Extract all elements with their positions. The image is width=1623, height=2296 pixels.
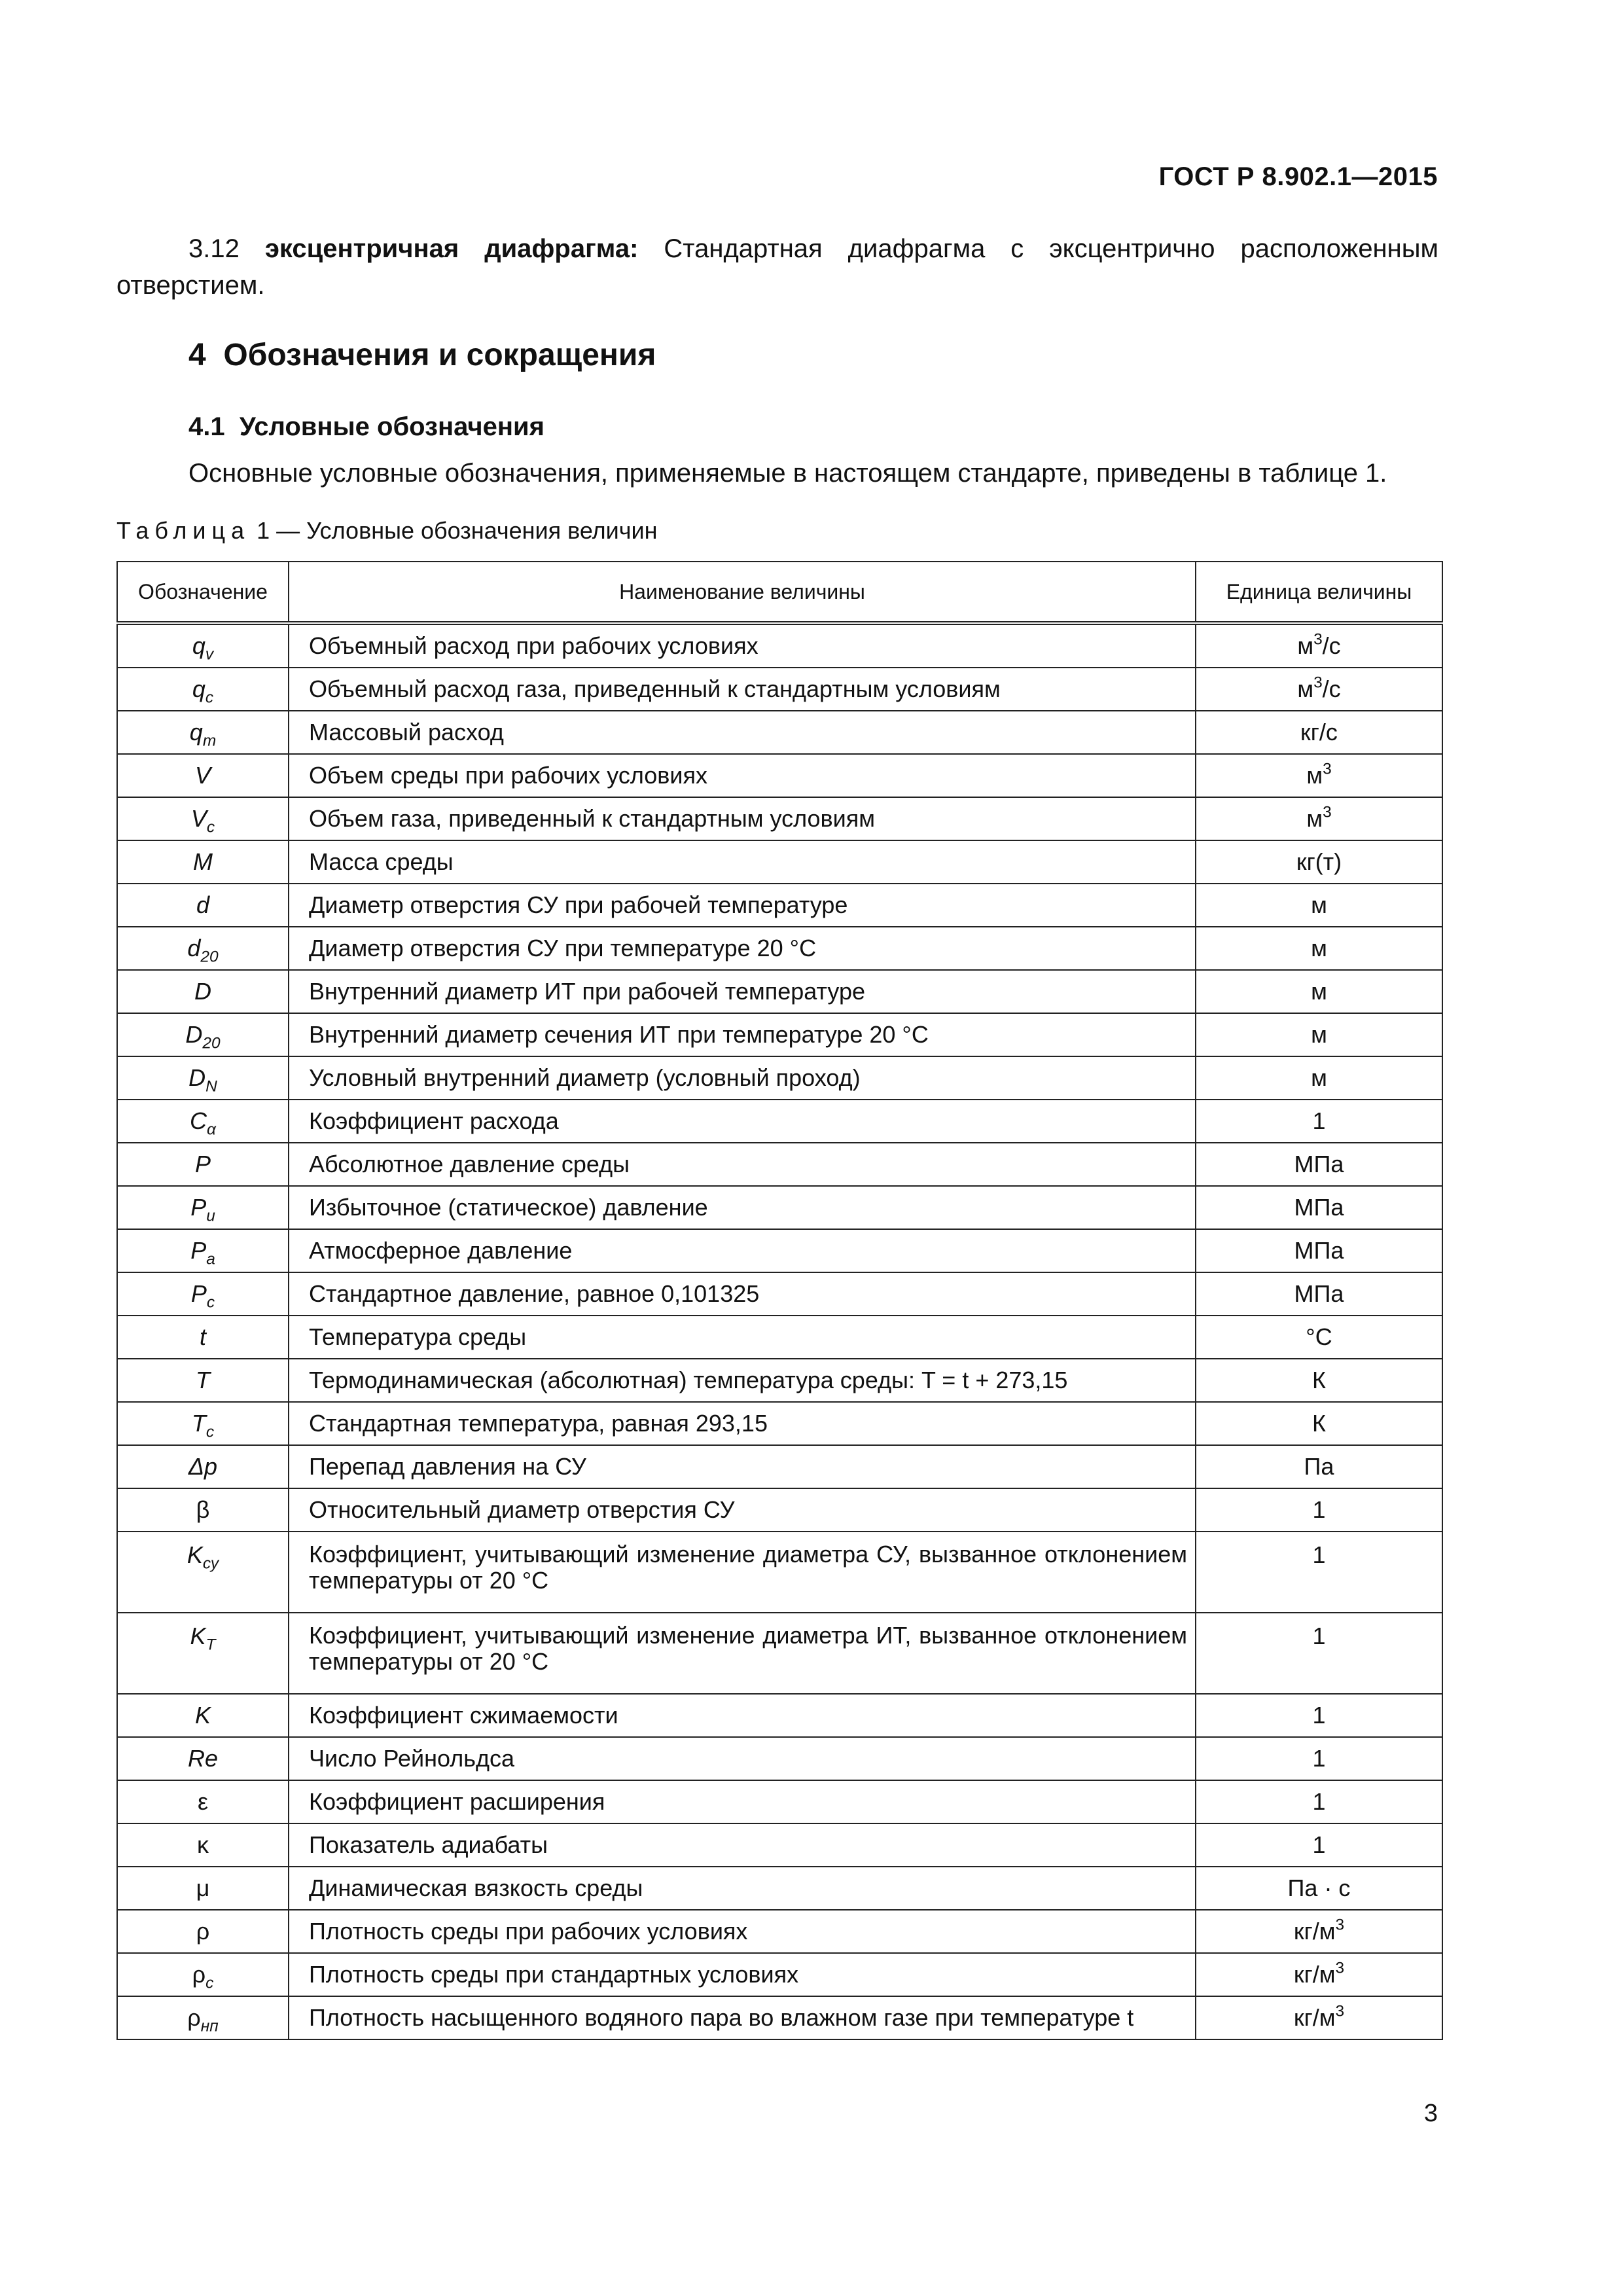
cell-name: Коэффициент, учитывающий изменение диаметра ИТ, вызванное отклонением температуры от 20 °С — [289, 1613, 1196, 1694]
table-row — [117, 1780, 1442, 1823]
unit-main: м — [1297, 675, 1314, 702]
symbol-main: D — [188, 1064, 206, 1091]
symbol-main: d — [187, 935, 201, 961]
cell-symbol — [117, 840, 289, 884]
definition-text: Стандартная диафрагма с эксцентрично расположенным отверстием. — [116, 234, 1438, 300]
table-body — [117, 623, 1442, 2039]
symbol-main: C — [190, 1107, 207, 1134]
cell-name: Объем газа, приведенный к стандартным условиям — [289, 797, 1196, 840]
unit-main: МПа — [1294, 1151, 1344, 1177]
cell-name: Коэффициент расхода — [289, 1100, 1196, 1143]
cell-symbol — [117, 1402, 289, 1445]
table-row — [117, 1402, 1442, 1445]
unit-main: кг/с — [1300, 719, 1338, 745]
cell-symbol — [117, 1488, 289, 1532]
table-row — [117, 1867, 1442, 1910]
table-row — [117, 1910, 1442, 1953]
cell-symbol — [117, 797, 289, 840]
symbol-main: Δp — [188, 1453, 218, 1480]
symbol-main: D — [194, 978, 211, 1005]
cell-name: Внутренний диаметр ИТ при рабочей температуре — [289, 970, 1196, 1013]
header-unit: Единица величины — [1196, 562, 1442, 623]
unit-main: 1 — [1312, 1623, 1326, 1649]
cell-symbol — [117, 1272, 289, 1316]
symbol-subscript: a — [206, 1250, 215, 1268]
table-row — [117, 1316, 1442, 1359]
cell-unit — [1196, 1694, 1442, 1737]
symbol-main: P — [194, 1151, 211, 1177]
cell-name: Плотность насыщенного водяного пара во влажном газе при температуре t — [289, 1996, 1196, 2039]
cell-unit — [1196, 1488, 1442, 1532]
cell-unit — [1196, 1013, 1442, 1056]
cell-symbol — [117, 970, 289, 1013]
cell-name: Масса среды — [289, 840, 1196, 884]
cell-name: Стандартная температура, равная 293,15 — [289, 1402, 1196, 1445]
section-heading: 4 Обозначения и сокращения — [188, 338, 656, 372]
unit-main: кг(т) — [1296, 848, 1342, 875]
unit-main: 1 — [1312, 1702, 1326, 1729]
cell-unit — [1196, 884, 1442, 927]
cell-unit — [1196, 623, 1442, 668]
symbol-main: ε — [197, 1788, 209, 1815]
unit-main: м — [1306, 762, 1323, 789]
cell-name: Объем среды при рабочих условиях — [289, 754, 1196, 797]
cell-unit — [1196, 1229, 1442, 1272]
unit-main: м — [1311, 891, 1327, 918]
table-row — [117, 927, 1442, 970]
definition-number: 3.12 — [188, 234, 240, 263]
cell-symbol — [117, 1613, 289, 1694]
header-name: Наименование величины — [289, 562, 1196, 623]
cell-name: Динамическая вязкость среды — [289, 1867, 1196, 1910]
cell-unit — [1196, 1056, 1442, 1100]
table-row — [117, 1996, 1442, 2039]
table-row — [117, 1013, 1442, 1056]
cell-unit — [1196, 797, 1442, 840]
symbol-main: K — [194, 1702, 211, 1729]
cell-name: Избыточное (статическое) давление — [289, 1186, 1196, 1229]
cell-name: Число Рейнольдса — [289, 1737, 1196, 1780]
symbol-main: V — [194, 762, 211, 789]
cell-unit — [1196, 1996, 1442, 2039]
cell-name: Коэффициент расширения — [289, 1780, 1196, 1823]
symbol-main: Re — [187, 1745, 219, 1772]
cell-name: Объемный расход газа, приведенный к стандартным условиям — [289, 668, 1196, 711]
cell-symbol — [117, 1953, 289, 1996]
table-row — [117, 797, 1442, 840]
cell-symbol — [117, 1143, 289, 1186]
cell-name: Объемный расход при рабочих условиях — [289, 623, 1196, 668]
unit-superscript: 3 — [1335, 2002, 1345, 2020]
symbol-main: T — [191, 1410, 206, 1437]
symbol-subscript: m — [202, 732, 217, 750]
unit-main: °С — [1306, 1323, 1332, 1350]
cell-unit — [1196, 668, 1442, 711]
unit-main: 1 — [1312, 1788, 1326, 1815]
subsection-intro: Основные условные обозначения, применяемые в настоящем стандарте, приведены в таблице 1. — [188, 459, 1387, 488]
unit-superscript: 3 — [1323, 803, 1332, 821]
symbol-main: κ — [197, 1831, 209, 1858]
cell-unit — [1196, 1100, 1442, 1143]
table-row — [117, 1229, 1442, 1272]
cell-symbol — [117, 754, 289, 797]
symbol-subscript: 20 — [202, 1034, 221, 1052]
cell-name: Внутренний диаметр сечения ИТ при температуре 20 °С — [289, 1013, 1196, 1056]
table-caption-text: 1 — Условные обозначения величин — [250, 517, 658, 544]
unit-main: МПа — [1294, 1194, 1344, 1221]
unit-superscript: 3 — [1323, 760, 1332, 778]
symbol-main: K — [190, 1623, 206, 1649]
cell-name: Абсолютное давление среды — [289, 1143, 1196, 1186]
symbol-subscript: α — [207, 1121, 216, 1139]
cell-symbol — [117, 1013, 289, 1056]
unit-main: Па — [1304, 1453, 1334, 1480]
cell-name: Температура среды — [289, 1316, 1196, 1359]
symbol-subscript: 20 — [200, 948, 219, 966]
cell-name: Коэффициент, учитывающий изменение диаметра СУ, вызванное отклонением температуры от 20 °С — [289, 1532, 1196, 1613]
cell-symbol — [117, 1823, 289, 1867]
unit-main: кг/м — [1293, 1918, 1336, 1945]
cell-name: Условный внутренний диаметр (условный проход) — [289, 1056, 1196, 1100]
page-number: 3 — [1423, 2100, 1438, 2127]
symbol-main: ρ — [192, 1961, 206, 1988]
cell-unit — [1196, 1445, 1442, 1488]
cell-unit — [1196, 970, 1442, 1013]
cell-name: Плотность среды при стандартных условиях — [289, 1953, 1196, 1996]
table-row — [117, 1532, 1442, 1613]
cell-symbol — [117, 623, 289, 668]
subsection-heading: 4.1 Условные обозначения — [188, 412, 544, 441]
table-row — [117, 623, 1442, 668]
cell-unit — [1196, 1532, 1442, 1613]
cell-unit — [1196, 1737, 1442, 1780]
cell-unit — [1196, 1402, 1442, 1445]
unit-main: 1 — [1312, 1496, 1326, 1523]
cell-unit — [1196, 840, 1442, 884]
table-caption-prefix: Таблица — [116, 517, 251, 544]
table-row — [117, 1613, 1442, 1694]
symbol-main: ρ — [187, 2004, 201, 2031]
unit-tail: /с — [1322, 675, 1341, 702]
cell-name: Перепад давления на СУ — [289, 1445, 1196, 1488]
unit-main: К — [1312, 1367, 1326, 1393]
cell-unit — [1196, 1613, 1442, 1694]
symbol-main: β — [196, 1496, 210, 1523]
cell-symbol — [117, 1780, 289, 1823]
unit-main: кг/м — [1293, 1961, 1336, 1988]
cell-symbol — [117, 1737, 289, 1780]
cell-symbol — [117, 1316, 289, 1359]
table-caption — [116, 517, 658, 545]
unit-tail: /с — [1322, 632, 1341, 659]
cell-unit — [1196, 1143, 1442, 1186]
symbol-main: T — [196, 1367, 210, 1393]
table-row — [117, 1488, 1442, 1532]
definition-term: эксцентричная диафрагма: — [264, 234, 639, 263]
cell-symbol — [117, 1867, 289, 1910]
table-row — [117, 884, 1442, 927]
table-row — [117, 754, 1442, 797]
table-row — [117, 840, 1442, 884]
cell-unit — [1196, 711, 1442, 754]
unit-superscript: 3 — [1335, 1959, 1345, 1977]
cell-symbol — [117, 1229, 289, 1272]
cell-unit — [1196, 927, 1442, 970]
unit-main: МПа — [1294, 1280, 1344, 1307]
symbol-subscript: су — [202, 1554, 219, 1573]
unit-superscript: 3 — [1335, 1916, 1345, 1934]
symbol-main: d — [196, 891, 210, 918]
unit-main: К — [1312, 1410, 1326, 1437]
cell-symbol — [117, 668, 289, 711]
symbol-main: P — [190, 1237, 207, 1264]
cell-name: Диаметр отверстия СУ при рабочей температуре — [289, 884, 1196, 927]
table-row — [117, 1056, 1442, 1100]
cell-name: Диаметр отверстия СУ при температуре 20 °С — [289, 927, 1196, 970]
unit-main: м — [1311, 1021, 1327, 1048]
cell-unit — [1196, 1910, 1442, 1953]
header-symbol: Обозначение — [117, 562, 289, 623]
cell-unit — [1196, 1780, 1442, 1823]
cell-symbol — [117, 1694, 289, 1737]
cell-unit — [1196, 1272, 1442, 1316]
symbol-main: μ — [196, 1874, 210, 1901]
symbol-subscript: c — [205, 1974, 214, 1992]
cell-name: Показатель адиабаты — [289, 1823, 1196, 1867]
cell-name: Термодинамическая (абсолютная) температура среды: T = t + 273,15 — [289, 1359, 1196, 1402]
unit-main: МПа — [1294, 1237, 1344, 1264]
unit-main: 1 — [1312, 1745, 1326, 1772]
table-row — [117, 1737, 1442, 1780]
symbol-main: t — [199, 1323, 206, 1350]
cell-symbol — [117, 1996, 289, 2039]
symbol-main: P — [190, 1280, 207, 1307]
cell-symbol — [117, 1186, 289, 1229]
unit-main: кг/м — [1293, 2004, 1336, 2031]
cell-symbol — [117, 1910, 289, 1953]
table-row — [117, 711, 1442, 754]
table-row — [117, 970, 1442, 1013]
table-row — [117, 1272, 1442, 1316]
unit-main: м — [1297, 632, 1314, 659]
cell-unit — [1196, 1359, 1442, 1402]
unit-main: 1 — [1312, 1541, 1326, 1568]
cell-name: Плотность среды при рабочих условиях — [289, 1910, 1196, 1953]
symbol-subscript: N — [205, 1077, 217, 1096]
cell-symbol — [117, 1359, 289, 1402]
unit-main: м — [1311, 1064, 1327, 1091]
cell-symbol — [117, 1445, 289, 1488]
table-header-row — [117, 562, 1442, 623]
symbol-main: M — [193, 848, 213, 875]
cell-name: Относительный диаметр отверстия СУ — [289, 1488, 1196, 1532]
cell-symbol — [117, 1100, 289, 1143]
symbol-subscript: T — [205, 1636, 216, 1654]
symbol-subscript: нп — [200, 2017, 219, 2036]
table-row — [117, 1445, 1442, 1488]
symbol-main: q — [189, 719, 203, 745]
unit-main: 1 — [1312, 1831, 1326, 1858]
cell-name: Стандартное давление, равное 0,101325 — [289, 1272, 1196, 1316]
table-row — [117, 668, 1442, 711]
table-row — [117, 1953, 1442, 1996]
cell-unit — [1196, 1953, 1442, 1996]
symbols-table — [116, 561, 1443, 2040]
symbol-main: P — [190, 1194, 207, 1221]
cell-name: Массовый расход — [289, 711, 1196, 754]
cell-unit — [1196, 1316, 1442, 1359]
table-row — [117, 1694, 1442, 1737]
symbol-subscript: c — [205, 1423, 215, 1441]
unit-main: 1 — [1312, 1107, 1326, 1134]
symbol-main: V — [190, 805, 207, 832]
table-row — [117, 1143, 1442, 1186]
symbol-subscript: c — [206, 818, 215, 836]
symbol-main: ρ — [196, 1918, 210, 1945]
unit-main: Па · с — [1287, 1874, 1351, 1901]
symbol-main: D — [185, 1021, 203, 1048]
cell-symbol — [117, 1532, 289, 1613]
table-row — [117, 1823, 1442, 1867]
cell-unit — [1196, 1823, 1442, 1867]
symbol-subscript: v — [205, 645, 214, 664]
cell-symbol — [117, 711, 289, 754]
symbol-main: q — [192, 675, 205, 702]
cell-symbol — [117, 884, 289, 927]
unit-superscript: 3 — [1313, 673, 1323, 692]
cell-unit — [1196, 1867, 1442, 1910]
standard-code-header: ГОСТ Р 8.902.1—2015 — [1158, 162, 1438, 191]
symbol-subscript: c — [206, 1293, 215, 1312]
symbol-main: K — [187, 1541, 203, 1568]
cell-name: Атмосферное давление — [289, 1229, 1196, 1272]
unit-main: м — [1311, 935, 1327, 961]
cell-symbol — [117, 927, 289, 970]
table-row — [117, 1359, 1442, 1402]
table-row — [117, 1100, 1442, 1143]
cell-unit — [1196, 1186, 1442, 1229]
unit-main: м — [1306, 805, 1323, 832]
unit-superscript: 3 — [1313, 630, 1323, 649]
table-row — [117, 1186, 1442, 1229]
cell-unit — [1196, 754, 1442, 797]
symbol-subscript: u — [206, 1207, 215, 1225]
definition-3-12 — [116, 230, 1438, 304]
symbol-main: q — [192, 632, 205, 659]
symbol-subscript: c — [205, 689, 214, 707]
cell-name: Коэффициент сжимаемости — [289, 1694, 1196, 1737]
cell-symbol — [117, 1056, 289, 1100]
unit-main: м — [1311, 978, 1327, 1005]
